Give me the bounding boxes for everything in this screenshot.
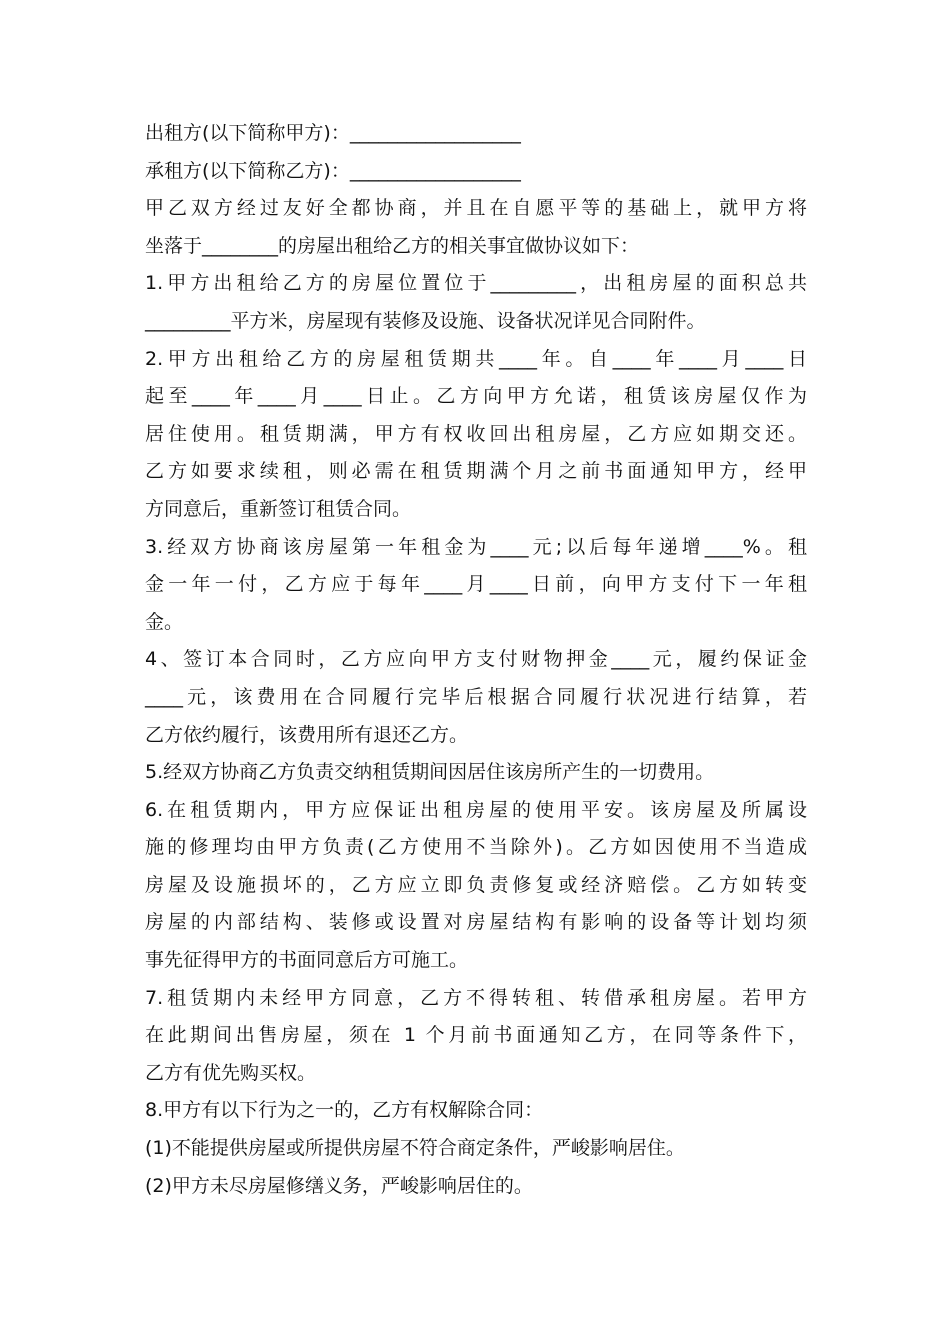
clause-7-line: 在此期间出售房屋，须在 1 个月前书面通知乙方，在同等条件下， bbox=[145, 1024, 807, 1047]
clause-6-line: 房屋的内部结构、装修或设置对房屋结构有影响的设备等计划均须 bbox=[145, 911, 807, 934]
clause-2-line: 2.甲方出租给乙方的房屋租赁期共____年。自____年____月____日 bbox=[145, 347, 807, 370]
clause-6-line: 6.在租赁期内，甲方应保证出租房屋的使用平安。该房屋及所属设 bbox=[145, 798, 807, 821]
clause-1-line: _________平方米，房屋现有装修及设施、设备状况详见合同附件。 bbox=[145, 309, 706, 332]
lessee-line: 承租方(以下简称乙方)：__________________ bbox=[145, 159, 521, 182]
clause-6-line: 房屋及设施损坏的，乙方应立即负责修复或经济赔偿。乙方如转变 bbox=[145, 873, 807, 896]
clause-4-line: ____元，该费用在合同履行完毕后根据合同履行状况进行结算，若 bbox=[145, 685, 807, 708]
clause-8-item-1: (1)不能提供房屋或所提供房屋不符合商定条件，严峻影响居住。 bbox=[145, 1137, 685, 1160]
clause-6-line: 施的修理均由甲方负责(乙方使用不当除外)。乙方如因使用不当造成 bbox=[145, 836, 807, 859]
document-body bbox=[145, 115, 807, 1205]
clause-2-line: 方同意后，重新签订租赁合同。 bbox=[145, 497, 412, 520]
clause-7-line: 7.租赁期内未经甲方同意，乙方不得转租、转借承租房屋。若甲方 bbox=[145, 986, 807, 1009]
clause-2-line: 乙方如要求续租，则必需在租赁期满个月之前书面通知甲方，经甲 bbox=[145, 460, 807, 483]
lessor-line: 出租方(以下简称甲方)：__________________ bbox=[145, 122, 521, 144]
clause-4-line: 乙方依约履行，该费用所有退还乙方。 bbox=[145, 723, 469, 746]
clause-7-line: 乙方有优先购买权。 bbox=[145, 1061, 317, 1084]
clause-8-line: 8.甲方有以下行为之一的，乙方有权解除合同： bbox=[145, 1099, 544, 1122]
preamble-line: 甲乙双方经过友好全都协商，并且在自愿平等的基础上，就甲方将 bbox=[145, 197, 807, 220]
clause-3-line: 3.经双方协商该房屋第一年租金为____元;以后每年递增____%。租 bbox=[145, 535, 807, 558]
clause-5-line: 5.经双方协商乙方负责交纳租赁期间因居住该房所产生的一切费用。 bbox=[145, 761, 715, 784]
preamble-line: 坐落于________的房屋出租给乙方的相关事宜做协议如下： bbox=[145, 234, 640, 257]
clause-8-item-2: (2)甲方未尽房屋修缮义务，严峻影响居住的。 bbox=[145, 1174, 533, 1197]
clause-4-line: 4、签订本合同时，乙方应向甲方支付财物押金____元，履约保证金 bbox=[145, 648, 807, 671]
clause-1-line: 1.甲方出租给乙方的房屋位置位于_________，出租房屋的面积总共 bbox=[145, 272, 807, 295]
clause-6-line: 事先征得甲方的书面同意后方可施工。 bbox=[145, 949, 469, 972]
clause-3-line: 金。 bbox=[145, 610, 184, 633]
clause-2-line: 居住使用。租赁期满，甲方有权收回出租房屋，乙方应如期交还。 bbox=[145, 422, 807, 445]
clause-2-line: 起至____年____月____日止。乙方向甲方允诺，租赁该房屋仅作为 bbox=[145, 385, 807, 408]
clause-3-line: 金一年一付，乙方应于每年____月____日前，向甲方支付下一年租 bbox=[145, 573, 807, 596]
